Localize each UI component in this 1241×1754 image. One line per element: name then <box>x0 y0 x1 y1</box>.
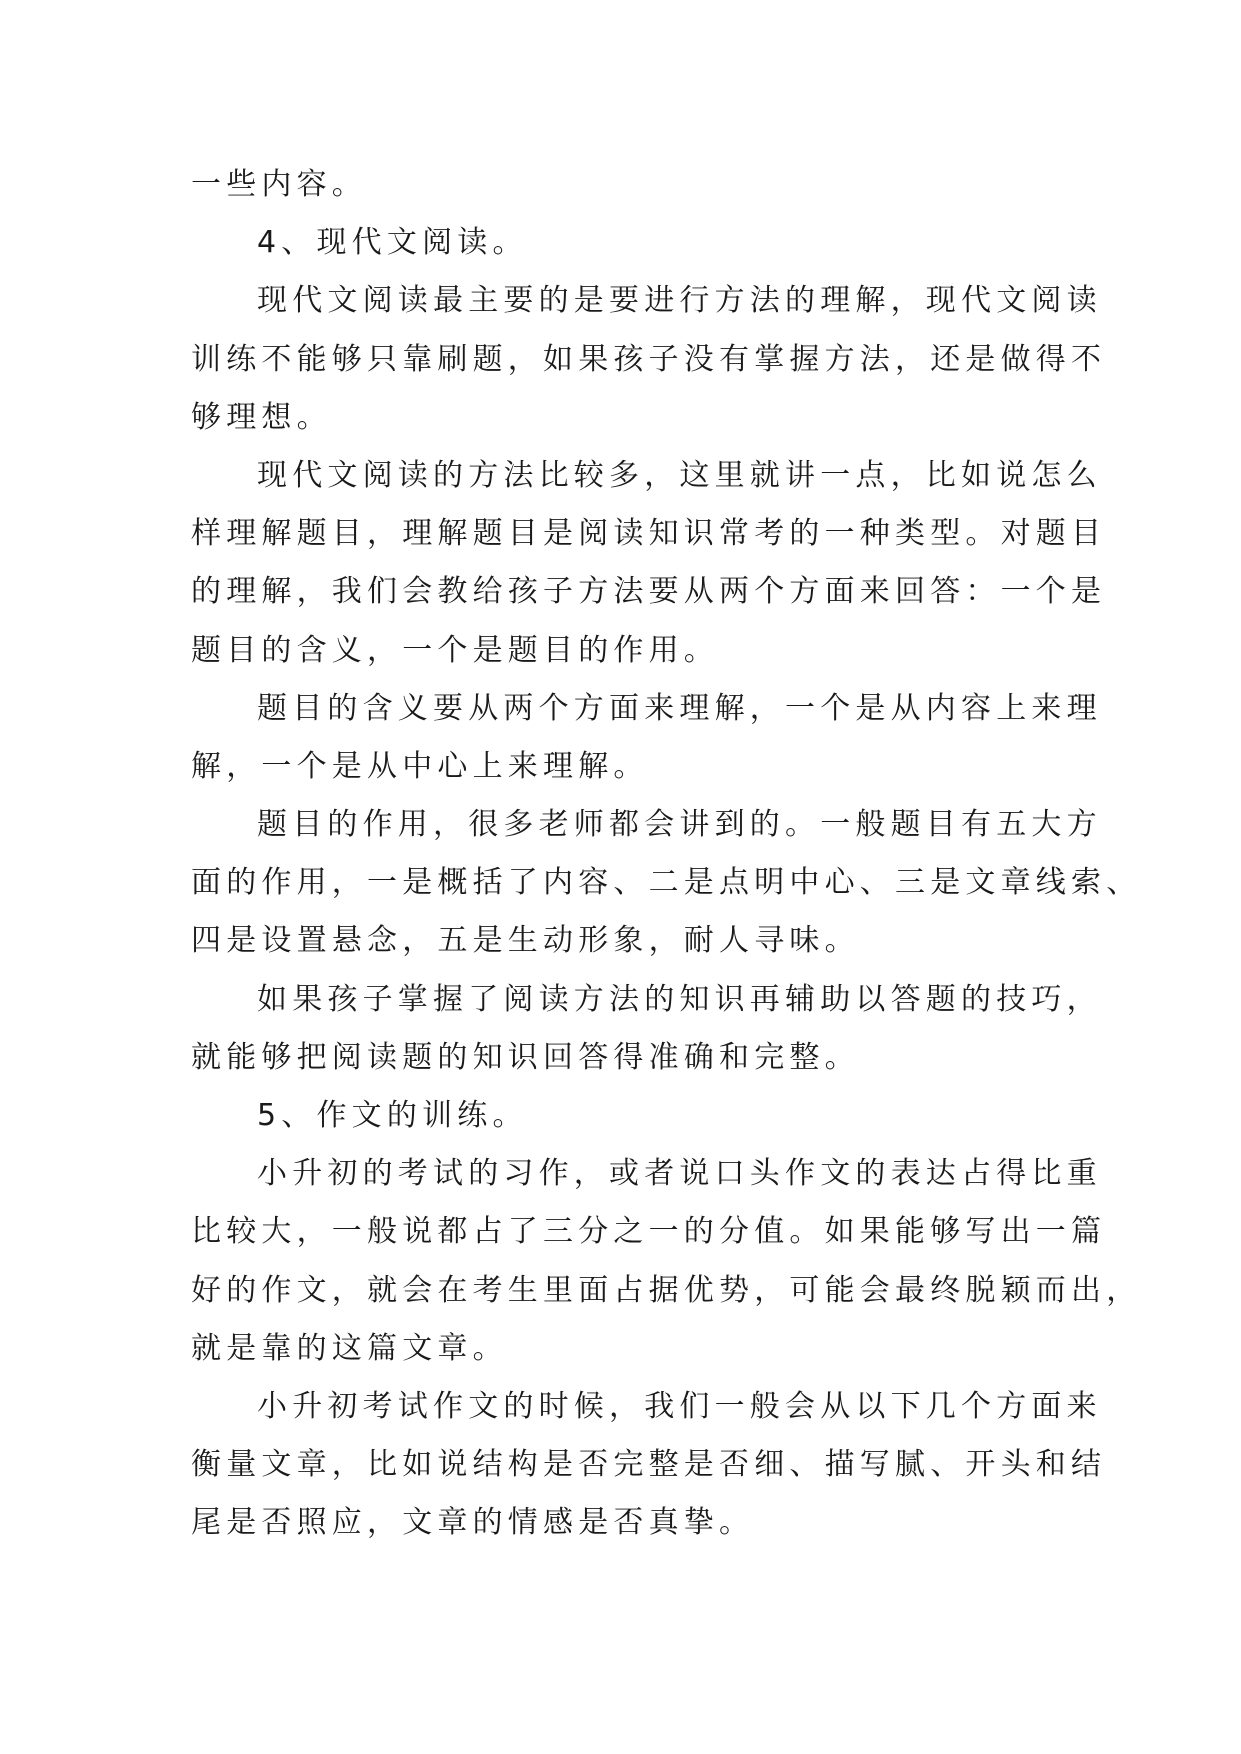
text-line: 样理解题目，理解题目是阅读知识常考的一种类型。对题目 <box>191 516 1107 552</box>
text-line: 比较大，一般说都占了三分之一的分值。如果能够写出一篇 <box>191 1214 1107 1250</box>
text-line: 面的作用，一是概括了内容、二是点明中心、三是文章线索、 <box>191 865 1142 901</box>
text-line: 小升初的考试的习作，或者说口头作文的表达占得比重 <box>257 1156 1102 1192</box>
text-line: 好的作文，就会在考生里面占据优势，可能会最终脱颖而出， <box>191 1272 1142 1308</box>
text-line: 一些内容。 <box>191 167 367 202</box>
text-line: 现代文阅读最主要的是要进行方法的理解，现代文阅读 <box>257 283 1102 319</box>
section-heading: 5、作文的训练。 <box>257 1098 528 1133</box>
text-line: 衡量文章，比如说结构是否完整是否细、描写腻、开头和结 <box>191 1447 1107 1483</box>
text-line: 就能够把阅读题的知识回答得准确和完整。 <box>191 1039 860 1075</box>
text-line: 的理解，我们会教给孩子方法要从两个方面来回答：一个是 <box>191 574 1107 610</box>
text-line: 四是设置悬念，五是生动形象，耐人寻味。 <box>191 923 860 959</box>
text-line: 小升初考试作文的时候，我们一般会从以下几个方面来 <box>257 1388 1102 1424</box>
text-line: 够理想。 <box>191 399 332 435</box>
text-line: 尾是否照应，文章的情感是否真挚。 <box>191 1505 755 1541</box>
body-text <box>191 156 1142 1553</box>
text-line: 就是靠的这篇文章。 <box>191 1330 508 1366</box>
text-line: 题目的含义要从两个方面来理解，一个是从内容上来理 <box>257 690 1102 726</box>
text-line: 题目的含义，一个是题目的作用。 <box>191 632 719 668</box>
text-line: 如果孩子掌握了阅读方法的知识再辅助以答题的技巧， <box>257 981 1102 1017</box>
section-heading: 4、现代文阅读。 <box>257 225 528 261</box>
text-line: 训练不能够只靠刷题，如果孩子没有掌握方法，还是做得不 <box>191 341 1107 377</box>
text-line: 解，一个是从中心上来理解。 <box>191 748 649 784</box>
text-line: 现代文阅读的方法比较多，这里就讲一点，比如说怎么 <box>257 457 1102 493</box>
text-line: 题目的作用，很多老师都会讲到的。一般题目有五大方 <box>257 807 1102 843</box>
